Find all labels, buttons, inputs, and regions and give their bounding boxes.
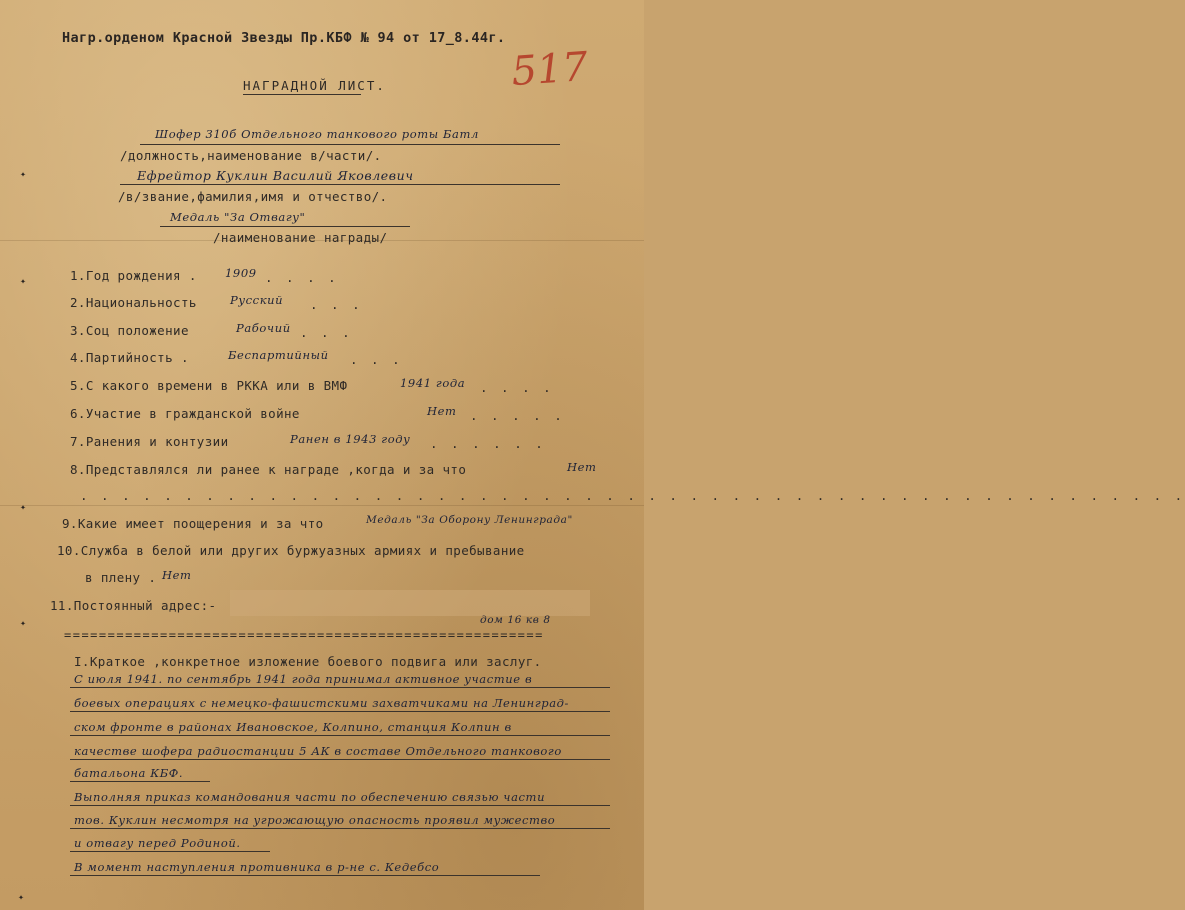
dotted-leader: . . . [310,297,363,312]
item-birth-year-value: 1909 [225,266,257,280]
narrative-line: В момент наступления противника в р-не с. Кедебсо [74,860,440,874]
narrative-underline [70,759,610,760]
section-title: I.Краткое ,конкретное изложение боевого подвига или заслуг. [74,654,542,669]
narrative-line: батальона КБФ. [74,766,184,780]
item-rewards-label: 9.Какие имеет поощерения и за что [62,516,324,531]
item-address-label: 11.Постоянный адрес:- [50,598,217,613]
item-birth-year-label: 1.Год рождения . [70,268,197,283]
dotted-leader: . . . [300,325,353,340]
dotted-leader: . . . . [480,380,554,395]
binder-hole-mark: ✦ [20,618,27,629]
narrative-underline [70,805,610,806]
narrative-underline [70,711,610,712]
stamp-number: 517 [510,43,590,96]
narrative-underline [70,828,610,829]
binder-hole-mark: ✦ [18,892,25,903]
item-nationality-value: Русский [230,293,284,307]
item-wounds-value: Ранен в 1943 году [290,432,411,446]
item-civilwar-value: Нет [427,404,457,418]
position-caption: /должность,наименование в/части/. [120,148,382,163]
binder-hole-mark: ✦ [20,169,27,180]
position-line [140,144,560,145]
narrative-underline [70,875,540,876]
item-civilwar-label: 6.Участие в гражданской войне [70,406,300,421]
item-wounds-label: 7.Ранения и контузии [70,434,229,449]
document-title: НАГРАДНОЙ ЛИСТ. [243,78,386,93]
redacted-address [230,590,590,616]
item-captivity-value: Нет [162,568,192,582]
narrative-line: ском фронте в районах Ивановское, Колпино, станция Колпин в [74,720,512,734]
binder-hole-mark: ✦ [20,276,27,287]
narrative-underline [70,687,610,688]
narrative-underline [70,781,210,782]
separator-line: ======================================================= [64,628,544,642]
title-underline [243,94,361,95]
item-nationality-label: 2.Национальность [70,295,197,310]
item-party-label: 4.Партийность . [70,350,189,365]
dotted-leader: . . . . . . . . . . . . . . . . . . . . . . . . . . . . . . . . . . . . . . . . . . . . . . . . . . . . . [80,488,1185,503]
dotted-leader: . . . . [265,270,339,285]
dotted-leader: . . . [350,352,403,367]
award-caption: /наименование награды/ [213,230,388,245]
item-social-label: 3.Соц положение [70,323,189,338]
position-handwritten: Шофер 310б Отдельного танкового роты Батл [155,127,479,141]
item-party-value: Беспартийный [228,348,329,362]
binder-hole-mark: ✦ [20,502,27,513]
award-handwritten: Медаль "За Отвагу" [170,210,306,224]
name-line [120,184,560,185]
name-caption: /в/звание,фамилия,имя и отчество/. [118,189,388,204]
item-service-value: 1941 года [400,376,466,390]
item-white-army-label: 10.Служба в белой или других буржуазных армиях и пребывание [57,543,525,558]
item-social-value: Рабочий [236,321,291,335]
dotted-leader: . . . . . [470,408,565,423]
address-handwritten: дом 16 кв 8 [480,614,551,626]
narrative-line: и отвагу перед Родиной. [74,836,241,850]
narrative-line: качестве шофера радиостанции 5 АК в составе Отдельного танкового [74,744,562,758]
fold-crease [0,505,644,506]
narrative-underline [70,851,270,852]
item-prev-award-label: 8.Представлялся ли ранее к награде ,когда и за что [70,462,467,477]
narrative-line: Выполняя приказ командования части по обеспечению связью части [74,790,546,804]
item-prev-award-value: Нет [567,460,597,474]
item-rewards-value: Медаль "За Оборону Ленинграда" [366,514,573,526]
narrative-line: боевых операциях с немецко-фашистскими захватчиками на Ленинград- [74,696,570,710]
item-service-label: 5.С какого времени в РККА или в ВМФ [70,378,348,393]
narrative-line: С июля 1941. по сентябрь 1941 года принимал активное участие в [74,672,533,686]
award-line [160,226,410,227]
dotted-leader: . . . . . . [430,436,546,451]
item-captivity-label: в плену . [85,570,157,585]
document-header: Нагр.орденом Красной Звезды Пр.КБФ № 94 от 17_8.44г. [62,30,506,46]
name-handwritten: Ефрейтор Куклин Василий Яковлевич [137,168,414,183]
narrative-underline [70,735,610,736]
narrative-line: тов. Куклин несмотря на угрожающую опасность проявил мужество [74,813,556,827]
